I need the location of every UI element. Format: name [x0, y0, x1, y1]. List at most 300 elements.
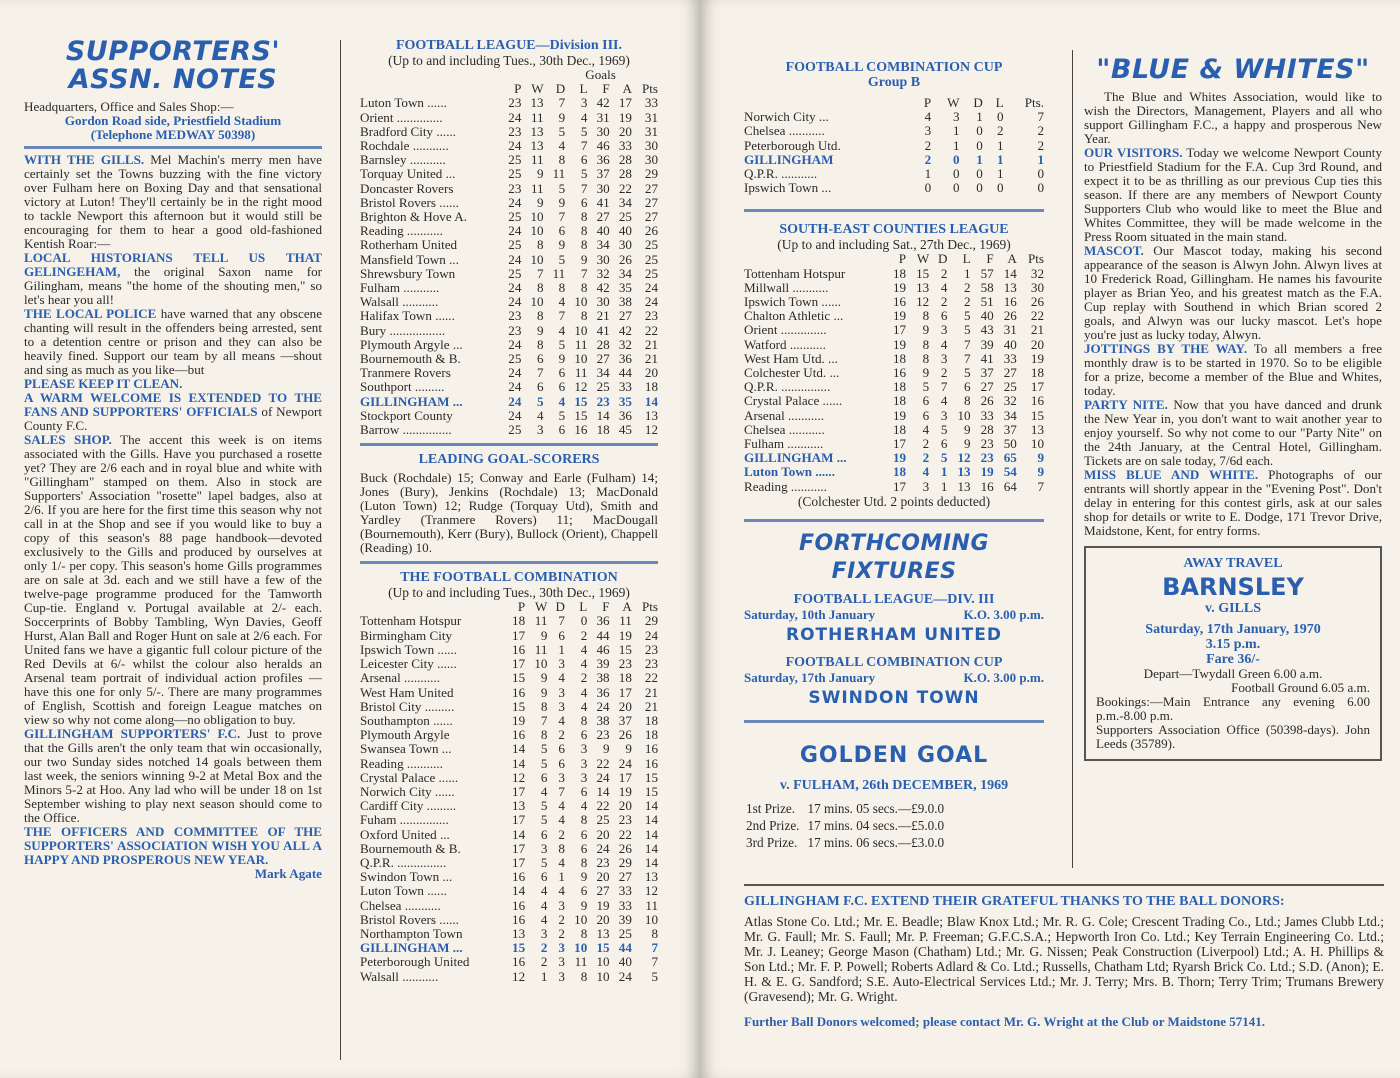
stat-cell: 25 — [644, 265, 658, 281]
stat-cell: 22 — [618, 180, 632, 196]
team-name: Peterborough Utd. — [744, 137, 841, 153]
stat-cell: 8 — [537, 280, 544, 296]
stat-cell: 4 — [558, 854, 565, 870]
stat-cell: 2 — [940, 294, 948, 310]
stat-cell: 0 — [976, 123, 983, 139]
table-row — [360, 700, 658, 714]
stat-cell: 9 — [625, 741, 632, 757]
blue-whites-paragraph — [1084, 468, 1382, 538]
supporters-paragraph — [24, 251, 322, 307]
stat-cell: 20 — [1030, 336, 1044, 352]
stat-cell: 5 — [940, 421, 948, 437]
table-row — [744, 323, 1044, 337]
stat-cell: 39 — [618, 911, 632, 927]
stat-cell: 33 — [980, 407, 994, 423]
stat-cell: 31 — [1003, 322, 1017, 338]
table-row — [744, 338, 1044, 352]
column-header: F — [986, 251, 994, 267]
stat-cell: 38 — [596, 670, 610, 686]
stat-cell: 14 — [512, 741, 526, 757]
team-name: Shrewsbury Town — [360, 265, 456, 281]
stat-cell: 31 — [596, 109, 610, 125]
stat-cell: 33 — [618, 883, 632, 899]
stat-cell: 11 — [530, 152, 544, 168]
team-name: Plymouth Argyle ... — [360, 336, 463, 352]
stat-cell: 2 — [997, 123, 1004, 139]
team-name: Reading ........... — [744, 478, 827, 494]
stat-cell: 12 — [512, 968, 526, 984]
table-row — [360, 380, 658, 394]
div3-header-row — [360, 82, 658, 96]
stat-cell: 58 — [980, 279, 994, 295]
stat-cell: 27 — [596, 883, 610, 899]
stat-cell: 9 — [537, 166, 544, 182]
stat-cell: 6 — [580, 727, 588, 743]
table-row — [360, 757, 658, 771]
hq-phone: (Telephone MEDWAY 50398) — [90, 127, 256, 142]
stat-cell: 1 — [940, 464, 948, 480]
stat-cell: 0 — [952, 166, 960, 182]
table-row — [360, 728, 658, 742]
team-header — [744, 96, 912, 110]
stat-cell: 10 — [596, 968, 610, 984]
team-name: Doncaster Rovers — [360, 180, 454, 196]
stat-cell: 8 — [580, 712, 588, 728]
blue-whites-paragraph-lead: MASCOT. — [1084, 243, 1144, 258]
blue-whites-column — [1084, 56, 1382, 886]
stat-cell: 25 — [508, 152, 522, 168]
team-name: Northampton Town — [360, 925, 463, 941]
stat-cell: 5 — [922, 379, 930, 395]
stat-cell: 25 — [508, 166, 522, 182]
stat-cell: 20 — [618, 123, 632, 139]
stat-cell: 12 — [644, 422, 658, 438]
further-donors-note: Further Ball Donors welcomed; please contact Mr. G. Wright at the Club or Maidstone 57141. — [744, 1014, 1266, 1029]
table-row — [744, 281, 1044, 295]
stat-cell: 15 — [574, 393, 588, 409]
team-name: Ipswich Town ...... — [360, 641, 458, 657]
stat-cell: 8 — [540, 698, 548, 714]
stat-cell: 4 — [922, 421, 930, 437]
team-name: Arsenal ........... — [744, 407, 825, 423]
table-row — [744, 394, 1044, 408]
stat-cell: 30 — [1030, 279, 1044, 295]
right-page — [700, 0, 1400, 1078]
stat-cell: 9 — [558, 351, 566, 367]
stat-cell: 24 — [644, 627, 658, 643]
stat-cell: 24 — [508, 336, 522, 352]
team-name: GILLINGHAM — [744, 151, 834, 167]
table-row — [360, 884, 658, 898]
stat-cell: 16 — [980, 478, 994, 494]
golden-goal-title: GOLDEN GOAL — [799, 742, 989, 768]
stat-cell: 14 — [596, 407, 610, 423]
stat-cell: 2 — [1037, 123, 1044, 139]
ball-donors-list: Atlas Stone Co. Ltd.; Mr. E. Beadle; Blaw Knox Ltd.; Mr. R. G. Cole; Crescent Trading Co., Ltd.; James Clubb Ltd.; Mr. G. Faull; Mr. S. Faull; Mr. P. Freeman; G.F.C.S.A.; Hepworth Iron Co. Ltd.; Key Terrain Engineering Co. Ltd.; Mr. J. Leaney; George Mason (Chatham) Ltd.; Mr. G. Nissen; Peak Construction (Liverpool) Ltd.; A. H. Phillips & Son Ltd.; Mr. F. P. Powell; Roberts Adlard & Co. Ltd.; Russells, Chatham Ltd; Ryarsh Brick Co. Ltd.; S.D. (Anon); E. H. & E. G. Sandford; S.E. Auto-Electrical Services Ltd.; Mr. J. Terry; Mrs. B. Thorn; Terry Trim; Trumans Brewery (Gravesend); Mr. G. Wright. — [744, 914, 1384, 1004]
stat-cell: 7 — [651, 940, 658, 956]
team-name: Crystal Palace ...... — [744, 393, 843, 409]
stat-cell: 10 — [574, 322, 588, 338]
stat-cell: 4 — [924, 109, 932, 125]
stat-cell: 19 — [892, 336, 907, 352]
stat-cell: 3 — [537, 422, 544, 438]
stat-cell: 30 — [596, 123, 610, 139]
closing-message: THE OFFICERS AND COMMITTEE OF THE SUPPORTERS' ASSOCIATION WISH YOU ALL A HAPPY AND PROSPEROUS NEW YEAR. Mark Agate — [24, 824, 322, 881]
column-header: A — [622, 81, 632, 97]
stat-cell: 36 — [618, 351, 632, 367]
stat-cell: 19 — [892, 450, 907, 466]
column-header: L — [962, 251, 971, 267]
stat-cell: 18 — [892, 379, 907, 395]
stat-cell: 6 — [940, 308, 948, 324]
stat-cell: 36 — [596, 613, 610, 629]
stat-cell: 16 — [512, 727, 526, 743]
stat-cell: 6 — [558, 223, 566, 239]
stat-cell: 19 — [618, 783, 632, 799]
supporters-paragraph-text: the original Saxon name for Gilingham, means "the home of the shouting men," so let's hear you all! — [24, 264, 322, 307]
stat-cell: 15 — [644, 783, 658, 799]
stat-cell: 6 — [558, 627, 565, 643]
stat-cell: 4 — [922, 464, 930, 480]
stat-cell: 44 — [596, 627, 610, 643]
stat-cell: 3 — [580, 741, 588, 757]
stat-cell: 22 — [618, 826, 632, 842]
column-header: F — [602, 599, 610, 615]
stat-cell: 16 — [512, 897, 526, 913]
stat-cell: 23 — [508, 180, 522, 196]
stat-cell: 26 — [1030, 294, 1044, 310]
stat-cell: 18 — [892, 393, 907, 409]
stat-cell: 0 — [580, 613, 588, 629]
divider — [744, 209, 1044, 212]
stat-cell: 6 — [580, 840, 588, 856]
team-name: Luton Town ...... — [360, 95, 447, 111]
column-header: D — [973, 95, 983, 110]
stat-cell: 1 — [558, 641, 565, 657]
table-row — [360, 629, 658, 643]
blue-whites-paragraph-lead: OUR VISITORS. — [1084, 145, 1183, 160]
stat-cell: 4 — [558, 712, 565, 728]
stat-cell: 35 — [618, 393, 632, 409]
stat-cell: 17 — [512, 783, 526, 799]
away-depart2: Football Ground 6.05 a.m. — [1231, 680, 1370, 695]
stat-cell: 20 — [618, 798, 632, 814]
stat-cell: 25 — [1003, 379, 1017, 395]
blue-whites-paragraph-lead: MISS BLUE AND WHITE. — [1084, 467, 1259, 482]
stat-cell: 9 — [964, 436, 971, 452]
team-name: Tranmere Rovers — [360, 365, 451, 381]
stat-cell: 6 — [580, 194, 588, 210]
stat-cell: 2 — [558, 727, 565, 743]
team-name: Walsall ........... — [360, 294, 439, 310]
stat-cell: 2 — [558, 925, 565, 941]
divider — [360, 561, 658, 564]
stat-cell: 34 — [1003, 407, 1017, 423]
stat-cell: 20 — [596, 869, 610, 885]
stat-cell: 5 — [558, 336, 566, 352]
stat-cell: 19 — [618, 109, 632, 125]
stat-cell: 17 — [512, 627, 526, 643]
stat-cell: 19 — [892, 279, 907, 295]
table-row — [360, 785, 658, 799]
column-header: A — [1007, 251, 1017, 267]
stat-cell: 7 — [1037, 109, 1044, 125]
prize-row — [746, 818, 950, 833]
stat-cell: 28 — [618, 166, 632, 182]
stat-cell: 11 — [645, 897, 658, 913]
stat-cell: 13 — [644, 407, 658, 423]
stat-cell: 30 — [596, 294, 610, 310]
stat-cell: 3 — [558, 968, 565, 984]
stat-cell: 30 — [618, 237, 632, 253]
stat-cell: 37 — [980, 365, 994, 381]
stat-cell: 15 — [512, 698, 526, 714]
stat-cell: 25 — [508, 351, 522, 367]
supporters-paragraph-text: Just to prove that the Gills aren't the only team that win occasionally, our two Sunday sides notched 14 goals between them last week, the seniors winning 9-2 at Metal Box and the Minors 5-2 at Hoo. Any lad who will be under 18 on 1st September wishing to play next season should come to the Office. — [24, 726, 322, 825]
combination-table — [360, 600, 658, 983]
secl-title: SOUTH-EAST COUNTIES LEAGUE — [779, 222, 1009, 238]
stat-cell: 7 — [540, 712, 548, 728]
stat-cell: 5 — [540, 755, 548, 771]
stat-cell: 23 — [596, 727, 610, 743]
stat-cell: 23 — [644, 641, 658, 657]
stat-cell: 4 — [940, 336, 948, 352]
stat-cell: 24 — [508, 223, 522, 239]
table-row — [360, 352, 658, 366]
team-name: Chelsea ........... — [744, 421, 825, 437]
stat-cell: 30 — [596, 251, 610, 267]
away-depart1: Depart—Twydall Green 6.00 a.m. — [1143, 666, 1323, 681]
blue-whites-paragraph-text: Now that you have danced and drunk the New Year in, you don't want to wait another year to enjoy yourself. So why not come to our "Party Nite" on the 24th January, at the Central Hotel, Gillingham. Tickets are on sale today, 7/6d each. — [1084, 397, 1382, 468]
stat-cell: 8 — [580, 968, 588, 984]
stat-cell: 4 — [580, 656, 588, 672]
stat-cell: 40 — [596, 223, 610, 239]
stat-cell: 7 — [580, 180, 588, 196]
table-row — [360, 267, 658, 281]
stat-cell: 26 — [618, 251, 632, 267]
secl-subtitle: (Up to and including Sat., 27th Dec., 1969) — [777, 237, 1011, 253]
table-row — [744, 480, 1044, 494]
team-name: Southport ......... — [360, 379, 445, 395]
stat-cell: 8 — [580, 812, 588, 828]
stat-cell: 19 — [980, 464, 994, 480]
team-name: Halifax Town ...... — [360, 308, 455, 324]
team-name: Birmingham City — [360, 627, 453, 643]
stat-cell: 24 — [644, 294, 658, 310]
stat-cell: 7 — [558, 95, 566, 111]
stat-cell: 7 — [964, 336, 971, 352]
stat-cell: 5 — [964, 365, 971, 381]
stat-cell: 29 — [644, 613, 658, 629]
stat-cell: 2 — [924, 137, 932, 153]
team-name: Chelsea ........... — [744, 123, 825, 139]
stat-cell: 25 — [618, 209, 632, 225]
stat-cell: 34 — [618, 265, 632, 281]
stat-cell: 5 — [558, 251, 566, 267]
league-tables-column — [360, 38, 658, 1068]
table-row — [744, 110, 1044, 124]
table-row — [360, 153, 658, 167]
stat-cell: 6 — [540, 769, 548, 785]
stat-cell: 24 — [618, 755, 632, 771]
prize-time: 17 mins. 04 secs.—£5.0.0 — [807, 817, 945, 833]
table-row — [360, 842, 658, 856]
stat-cell: 26 — [980, 393, 994, 409]
stat-cell: 9 — [964, 421, 971, 437]
stat-cell: 3 — [922, 478, 930, 494]
stat-cell: 3 — [558, 684, 565, 700]
team-header — [360, 82, 499, 96]
table-row — [360, 742, 658, 756]
supporters-paragraph-text: The accent this week is on items associated with the Gills. Have you purchased a rosette yet? They are 2/6 each and in royal blue and white with "Gillingham" stamped on them. Also in stock are Supporters' Association "rosette" lapel badges, also at 2/6. If you are here for the first time this season why not call in at the Shop and see if you would like to buy a copy of this season's 88 page handbook—devoted exclusively to the Gills and produced by ourselves at only 1/- per copy. This season's home Gills programmes are on sale at 3d. each and we still have a few of the twelve-page programme produced for the Tamworth Cup-tie. England v. Portugal available at 2/- each. Soccerprints of Bobby Tambling, Wyn Davies, Geoff Hurst, Alan Ball and Roger Hunt on sale at 2/6 each. For United fans we have a gigantic full colour picture of the Red Devils at 6/- whilst the colour also heralds an Arsenal team portrait of individual action profiles —have this one for only 5/-. There are many programmes of English, Scottish and foreign League matches on view so why not come along—no obligation to buy. — [24, 432, 322, 727]
team-name: Rochdale ........... — [360, 138, 449, 154]
stat-cell: 3 — [580, 769, 588, 785]
stat-cell: 27 — [596, 209, 610, 225]
table-row — [360, 395, 658, 409]
stat-cell: 13 — [512, 925, 526, 941]
stat-cell: 12 — [512, 769, 526, 785]
stat-cell: 27 — [596, 351, 610, 367]
table-row — [360, 828, 658, 842]
stat-cell: 23 — [596, 393, 610, 409]
stat-cell: 5 — [964, 322, 971, 338]
stat-cell: 1 — [997, 151, 1004, 167]
supporters-notes-column — [24, 38, 322, 1068]
stat-cell: 39 — [596, 656, 610, 672]
stat-cell: 10 — [1030, 436, 1044, 452]
stat-cell: 24 — [596, 769, 610, 785]
stat-cell: 14 — [644, 826, 658, 842]
stat-cell: 35 — [618, 280, 632, 296]
stat-cell: 27 — [618, 308, 632, 324]
stat-cell: 16 — [892, 294, 907, 310]
stat-cell: 10 — [644, 911, 658, 927]
table-row — [360, 182, 658, 196]
stat-cell: 17 — [892, 478, 907, 494]
stat-cell: 13 — [530, 123, 544, 139]
stat-cell: 8 — [580, 280, 588, 296]
stat-cell: 0 — [976, 166, 983, 182]
stat-cell: 9 — [1037, 450, 1044, 466]
stat-cell: 9 — [540, 684, 548, 700]
team-name: GILLINGHAM ... — [360, 393, 463, 409]
stat-cell: 26 — [644, 223, 658, 239]
stat-cell: 14 — [596, 783, 610, 799]
stat-cell: 27 — [644, 209, 658, 225]
stat-cell: 11 — [574, 954, 588, 970]
table-row — [360, 899, 658, 913]
team-name: Colchester Utd. ... — [744, 365, 840, 381]
blue-whites-paragraphs — [1084, 146, 1382, 538]
blue-whites-paragraph-text: Photographs of our entrants will shortly appear in the "Evening Post". Don't delay in entering for this contest girls, ask at our sales shop for details or write to E. Dodge, 171 Trevor Drive, Maidstone, Kent, for entry forms. — [1084, 467, 1382, 538]
combination-title: THE FOOTBALL COMBINATION — [400, 570, 618, 586]
stat-cell: 0 — [976, 137, 983, 153]
stat-cell: 6 — [922, 393, 930, 409]
stat-cell: 9 — [537, 194, 544, 210]
team-name: Bristol Rovers ...... — [360, 911, 459, 927]
stat-cell: 16 — [1003, 294, 1017, 310]
table-row — [744, 267, 1044, 281]
stat-cell: 33 — [618, 379, 632, 395]
team-name: Arsenal ........... — [360, 670, 441, 686]
table-row — [360, 167, 658, 181]
stat-cell: 30 — [644, 138, 658, 154]
fixture1-competition: FOOTBALL LEAGUE—DIV. III — [793, 591, 995, 607]
divider — [360, 443, 658, 446]
stat-cell: 9 — [922, 322, 930, 338]
stat-cell: 24 — [508, 251, 522, 267]
stat-cell: 4 — [558, 812, 565, 828]
stat-cell: 4 — [580, 698, 588, 714]
table-row — [360, 338, 658, 352]
column-header: L — [579, 81, 588, 97]
table-row — [744, 465, 1044, 479]
column-header: P — [514, 81, 522, 97]
stat-cell: 13 — [957, 478, 971, 494]
stat-cell: 43 — [980, 322, 994, 338]
stat-cell: 9 — [540, 670, 548, 686]
stat-cell: 2 — [1037, 137, 1044, 153]
column-header: D — [937, 251, 948, 267]
stat-cell: 11 — [530, 109, 544, 125]
stat-cell: 31 — [644, 109, 658, 125]
supporters-paragraph — [24, 727, 322, 825]
blue-whites-paragraph — [1084, 398, 1382, 468]
stat-cell: 13 — [916, 279, 930, 295]
stat-cell: 5 — [558, 180, 566, 196]
stat-cell: 8 — [540, 727, 548, 743]
stat-cell: 4 — [540, 783, 548, 799]
prize-label: 3rd Prize. — [746, 834, 798, 850]
stat-cell: 24 — [508, 138, 522, 154]
stat-cell: 23 — [980, 450, 994, 466]
stat-cell: 0 — [924, 180, 932, 196]
stat-cell: 4 — [558, 883, 565, 899]
team-name: Bournemouth & B. — [360, 351, 461, 367]
div3-subtitle: (Up to and including Tues., 30th Dec., 1969) — [388, 53, 630, 68]
stat-cell: 6 — [540, 826, 548, 842]
stat-cell: 16 — [512, 911, 526, 927]
stat-cell: 27 — [644, 194, 658, 210]
stat-cell: 4 — [580, 109, 588, 125]
blue-whites-title: "BLUE & WHITES" — [1096, 56, 1370, 85]
away-office: Supporters Association Office (50398-days). John Leeds (35789). — [1096, 722, 1370, 751]
team-name: Peterborough United — [360, 954, 470, 970]
stat-cell: 1 — [1037, 151, 1044, 167]
stat-cell: 7 — [558, 783, 565, 799]
table-row — [744, 309, 1044, 323]
stat-cell: 7 — [558, 209, 566, 225]
column-header: Pts — [1027, 251, 1044, 267]
blue-whites-intro: The Blue and Whites Association, would like to wish the Directors, Management, Players and all who support Gillingham F.C., a happy and prosperous New Year. — [1084, 89, 1382, 146]
stat-cell: 33 — [644, 95, 658, 111]
stat-cell: 15 — [512, 670, 526, 686]
stat-cell: 18 — [512, 613, 526, 629]
blue-whites-paragraph-lead: PARTY NITE. — [1084, 397, 1168, 412]
stat-cell: 1 — [997, 137, 1004, 153]
stat-cell: 2 — [558, 911, 565, 927]
stat-cell: 8 — [558, 840, 565, 856]
table-row — [360, 870, 658, 884]
supporters-paragraph-text: Mel Machin's merry men have certainly set the Towns buzzing with the fine victory over Fulham here on Boxing Day and that sensational victory at Luton! They'll certainly be in the right mood to tackle Newport this afternoon but it would still be encouraging for them to hear a good old-fashioned Kentish Roar:— — [24, 152, 322, 251]
prize-row — [746, 801, 950, 816]
stat-cell: 0 — [952, 151, 960, 167]
stat-cell: 25 — [508, 209, 522, 225]
column-header: W — [531, 81, 544, 97]
stat-cell: 3 — [558, 897, 565, 913]
stat-cell: 16 — [644, 755, 658, 771]
stat-cell: 41 — [980, 350, 994, 366]
